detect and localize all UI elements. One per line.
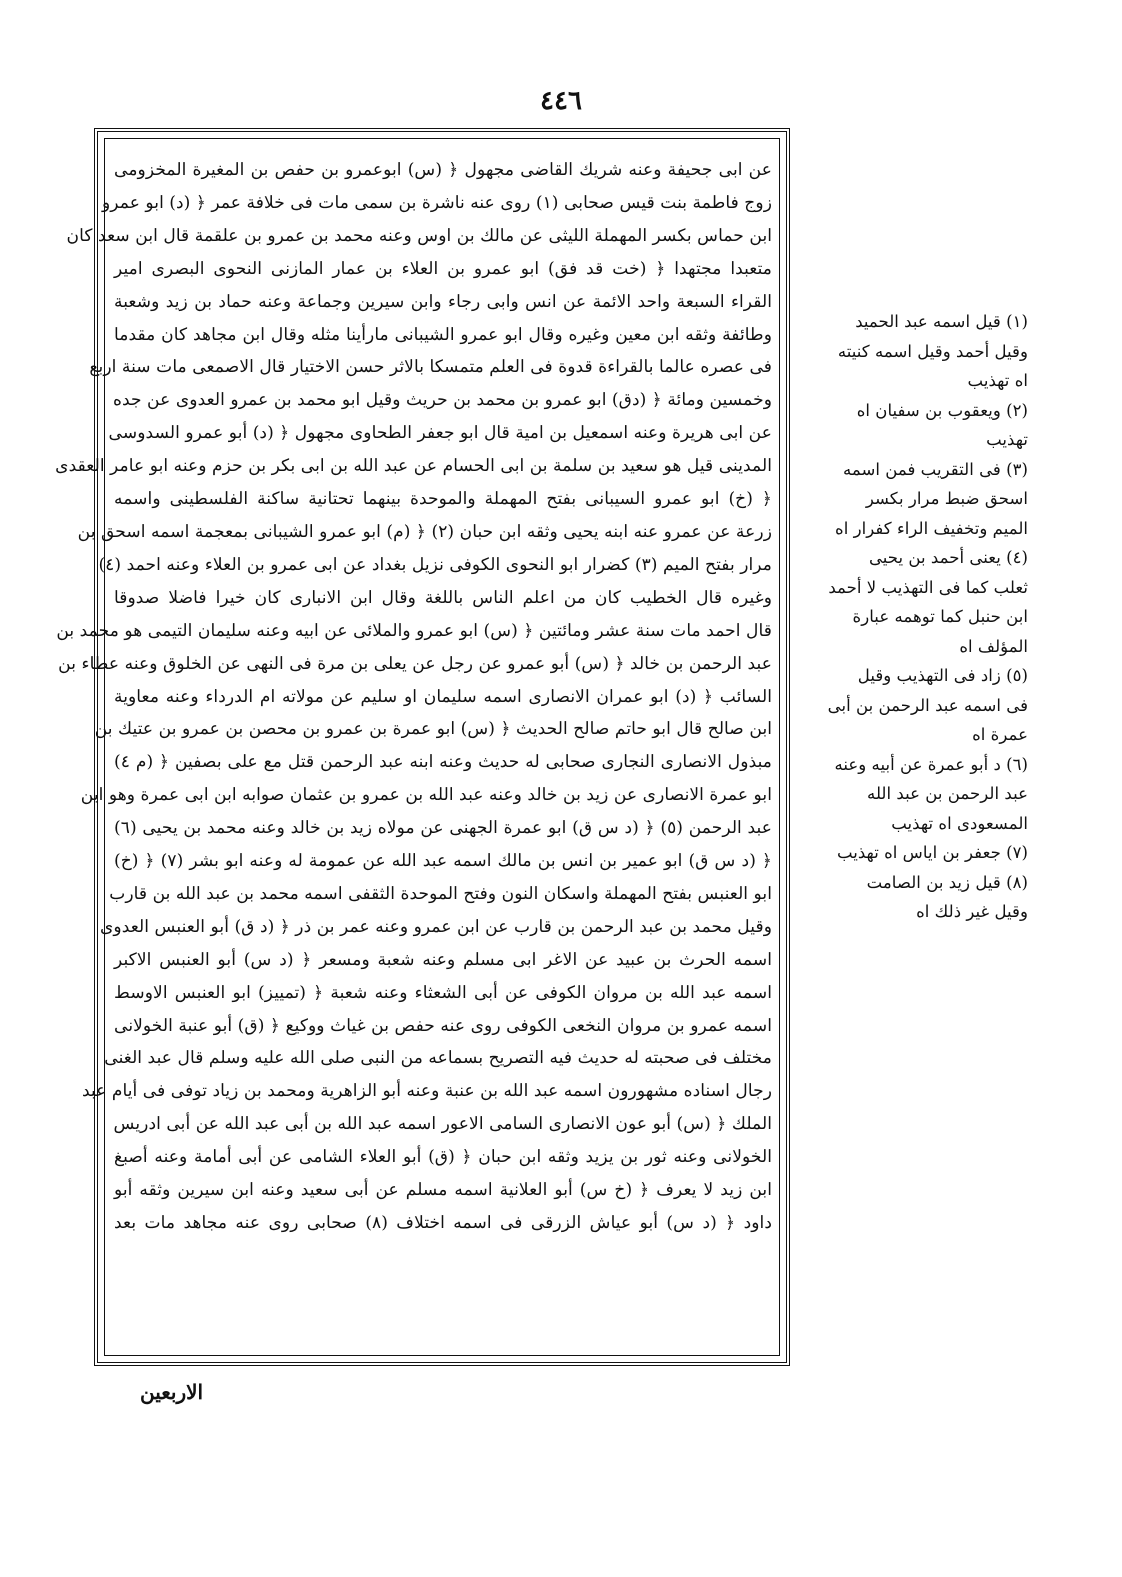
margin-note-line: ثعلب كما فی التهذیب لا أحمد: [828, 577, 1028, 597]
margin-note-line: تهذیب: [986, 430, 1028, 449]
main-text-line: ﴿ (د س ق) ابو عمیر بن انس بن مالك اسمه عبد الله عن عمومة له وعنه ابو بشر (٧) ﴿ (خ): [114, 851, 772, 872]
margin-note-line: (٢) ویعقوب بن سفیان اه: [856, 400, 1028, 420]
main-text-line: ابن صالح قال ابو حاتم صالح الحدیث ﴿ (س) ابو عمرة بن عمرو بن محصن بن عمرو بن عتیك بن: [94, 719, 772, 740]
catchword: الاربعین: [140, 1380, 204, 1404]
main-text-line: داود ﴿ (د س) أبو عیاش الزرقی فی اسمه اختلاف (٨) صحابی روی عنه مجاهد مات بعد: [114, 1213, 772, 1233]
main-text-line: مبذول الانصاری النجاری صحابی له حدیث وعنه ابنه عبد الرحمن قتل مع علی بصفین ﴿ (م ٤): [114, 752, 772, 773]
main-text-line: عن ابی هریرة وعنه اسمعیل بن امیة قال ابو جعفر الطحاوی مجهول ﴿ (د) أبو عمرو السدوسی: [108, 423, 772, 444]
margin-note-line: وقیل غیر ذلك اه: [916, 902, 1028, 921]
margin-note-line: اه تهذیب: [967, 371, 1028, 390]
margin-note-line: (١) قیل اسمه عبد الحمید: [855, 312, 1028, 331]
margin-notes: [792, 307, 1028, 927]
main-text-line: الخولانی وعنه ثور بن یزید وثقه ابن حبان ﴿ (ق) أبو العلاء الشامی عن أبی أمامة وعنه أصبغ: [114, 1147, 772, 1168]
main-text-line: زوج فاطمة بنت قیس صحابی (١) روی عنه ناشرة بن سمی مات فی خلافة عمر ﴿ (د) ابو عمرو: [101, 192, 772, 213]
main-text-line: اسمه عبد الله بن مروان الكوفی عن أبی الشعثاء وعنه شعبة ﴿ (تمییز) ابو العنبس الاوسط: [114, 982, 772, 1003]
page-number: ٤٤٦: [540, 86, 582, 116]
main-text-line: المدینی قیل هو سعید بن سلمة بن ابی الحسام عن عبد الله بن ابی بكر بن حزم وعنه ابو عامر العقدی: [55, 456, 772, 477]
main-text-line: ابن زید لا یعرف ﴿ (خ س) أبو العلانیة اسمه مسلم عن أبی سعید وعنه ابن سیرین وثقه أبو: [114, 1180, 772, 1201]
main-text-body: [55, 154, 778, 1240]
main-text-line: الملك ﴿ (س) أبو عون الانصاری السامی الاعور اسمه عبد الله بن أبی عبد الله عن أبی ادریس: [113, 1114, 772, 1135]
main-text-line: ابو عمرة الانصاری عن زید بن خالد وعنه عبد الله بن عمرو بن عثمان صوابه ابن ابی عمرة وهو ابن: [80, 785, 772, 806]
margin-note-line: اسحق ضبط مرار بكسر: [865, 489, 1028, 508]
main-text-line: وغیره قال الخطیب كان من اعلم الناس باللغة وقال ابن الانباری كان خیرا فاضلا صدوقا: [114, 587, 772, 608]
main-text-line: ابو العنبس بفتح المهملة واسكان النون وفتح الموحدة الثقفی اسمه محمد بن عبد الله بن قارب: [109, 883, 772, 904]
margin-note-line: (٥) زاد فی التهذیب وقیل: [857, 666, 1028, 685]
main-text-line: مختلف فی صحبته له حدیث فیه التصریح بسماعه من النبی صلی الله علیه وسلم قال عبد الغنی: [104, 1048, 772, 1069]
main-text-line: السائب ﴿ (د) ابو عمران الانصاری اسمه سلیمان او سلیم عن مولاته ام الدرداء وعنه معاویة: [114, 686, 772, 707]
margin-note-line: (٣) فی التقریب فمن اسمه: [842, 459, 1028, 479]
main-text-line: فی عصره عالما بالقراءة قدوة فی العلم متمسكا بالاثر حسن الاختیار قال الاصمعی مات سنة اربع: [89, 357, 772, 378]
main-text-line: وطائفة وثقه ابن معین وغیره وقال ابو عمرو الشیبانی مارأینا مثله وقال ابن مجاهد كان مقدما: [114, 324, 772, 345]
main-text-line: وقیل محمد بن عبد الرحمن بن قارب عن ابن عمرو وعنه عمر بن ذر ﴿ (د ق) أبو العنبس العدوی: [99, 916, 772, 937]
margin-note-line: (٤) یعنی أحمد بن یحیی: [868, 548, 1028, 567]
main-text-line: رجال اسناده مشهورون اسمه عبد الله بن عنبة وعنه أبو الزاهریة ومحمد بن زیاد توفی فی أیام عبد: [81, 1081, 772, 1102]
margin-note-line: عبد الرحمن بن عبد الله: [867, 784, 1028, 803]
main-text-line: متعبدا مجتهدا ﴿ (خت قد فق) ابو عمرو بن العلاء بن عمار المازنی النحوی البصری امیر: [114, 258, 772, 279]
main-text-line: زرعة عن عمرو عنه ابنه یحیی وثقه ابن حبان (٢) ﴿ (م) ابو عمرو الشیبانی بمعجمة اسمه اسحق بن: [77, 521, 772, 542]
margin-note-line: المیم وتخفیف الراء كفرار اه: [835, 518, 1028, 538]
main-text-line: عن ابی جحیفة وعنه شریك القاضی مجهول ﴿ (س) ابوعمرو بن حفص بن المغیرة المخزومی: [114, 160, 772, 180]
main-text-line: عبد الرحمن (٥) ﴿ (د س ق) ابو عمرة الجهنی عن مولاه زید بن خالد وعنه محمد بن یحیی (٦): [114, 818, 772, 839]
main-text-line: اسمه الحرث بن عبید عن الاغر ابی مسلم وعنه شعبة ومسعر ﴿ (د س) أبو العنبس الاكبر: [114, 949, 772, 970]
margin-note-line: عمرة اه: [972, 725, 1028, 744]
main-text-line: ﴿ (خ) ابو عمرو السیبانی بفتح المهملة والموحدة بینهما تحتانیة ساكنة الفلسطینی واسمه: [114, 489, 772, 510]
main-text-frame: [55, 128, 790, 1366]
margin-note-line: وقیل أحمد وقیل اسمه كنیته: [837, 341, 1028, 361]
main-text-line: ابن حماس بکسر المهملة اللیثی عن مالك بن اوس وعنه محمد بن عمرو بن علقمة قال ابن سعد كان: [66, 225, 772, 246]
margin-note-line: (٨) قیل زید بن الصامت: [866, 872, 1028, 892]
main-text-line: وخمسین ومائة ﴿ (دق) ابو عمرو بن محمد بن حریث وقیل ابو محمد بن عمرو العدوی عن جده: [112, 390, 772, 411]
margin-note-line: (٦) د أبو عمرة عن أبیه وعنه: [834, 754, 1028, 774]
main-text-line: قال احمد مات سنة عشر ومائتین ﴿ (س) ابو عمرو والملائی عن ابیه وعنه سلیمان التیمی هو محمد بن: [56, 620, 772, 641]
margin-note-line: فی اسمه عبد الرحمن بن أبی: [827, 695, 1028, 715]
main-text-line: مرار بفتح المیم (٣) كضرار ابو النحوی الكوفی نزیل بغداد عن ابی عمرو بن العلاء وعنه احمد (٤): [98, 554, 772, 575]
main-text-line: عبد الرحمن بن خالد ﴿ (س) أبو عمرو عن رجل عن یعلی بن مرة فی النهی عن الخلوق وعنه عطاء بن: [58, 653, 772, 674]
margin-note-line: المسعودی اه تهذیب: [891, 813, 1028, 833]
margin-note-line: (٧) جعفر بن ایاس اه تهذیب: [836, 843, 1028, 862]
main-text-line: القراء السبعة واحد الائمة عن انس وابی رجاء وابن سیرین وجماعة وعنه حماد بن زید وشعبة: [114, 291, 772, 312]
margin-note-line: المؤلف اه: [959, 636, 1028, 656]
margin-note-line: ابن حنبل كما توهمه عبارة: [852, 607, 1028, 626]
main-text-line: اسمه عمرو بن مروان النخعی الكوفی روی عنه حفص بن غیاث ووكیع ﴿ (ق) أبو عنبة الخولانی: [114, 1015, 772, 1036]
